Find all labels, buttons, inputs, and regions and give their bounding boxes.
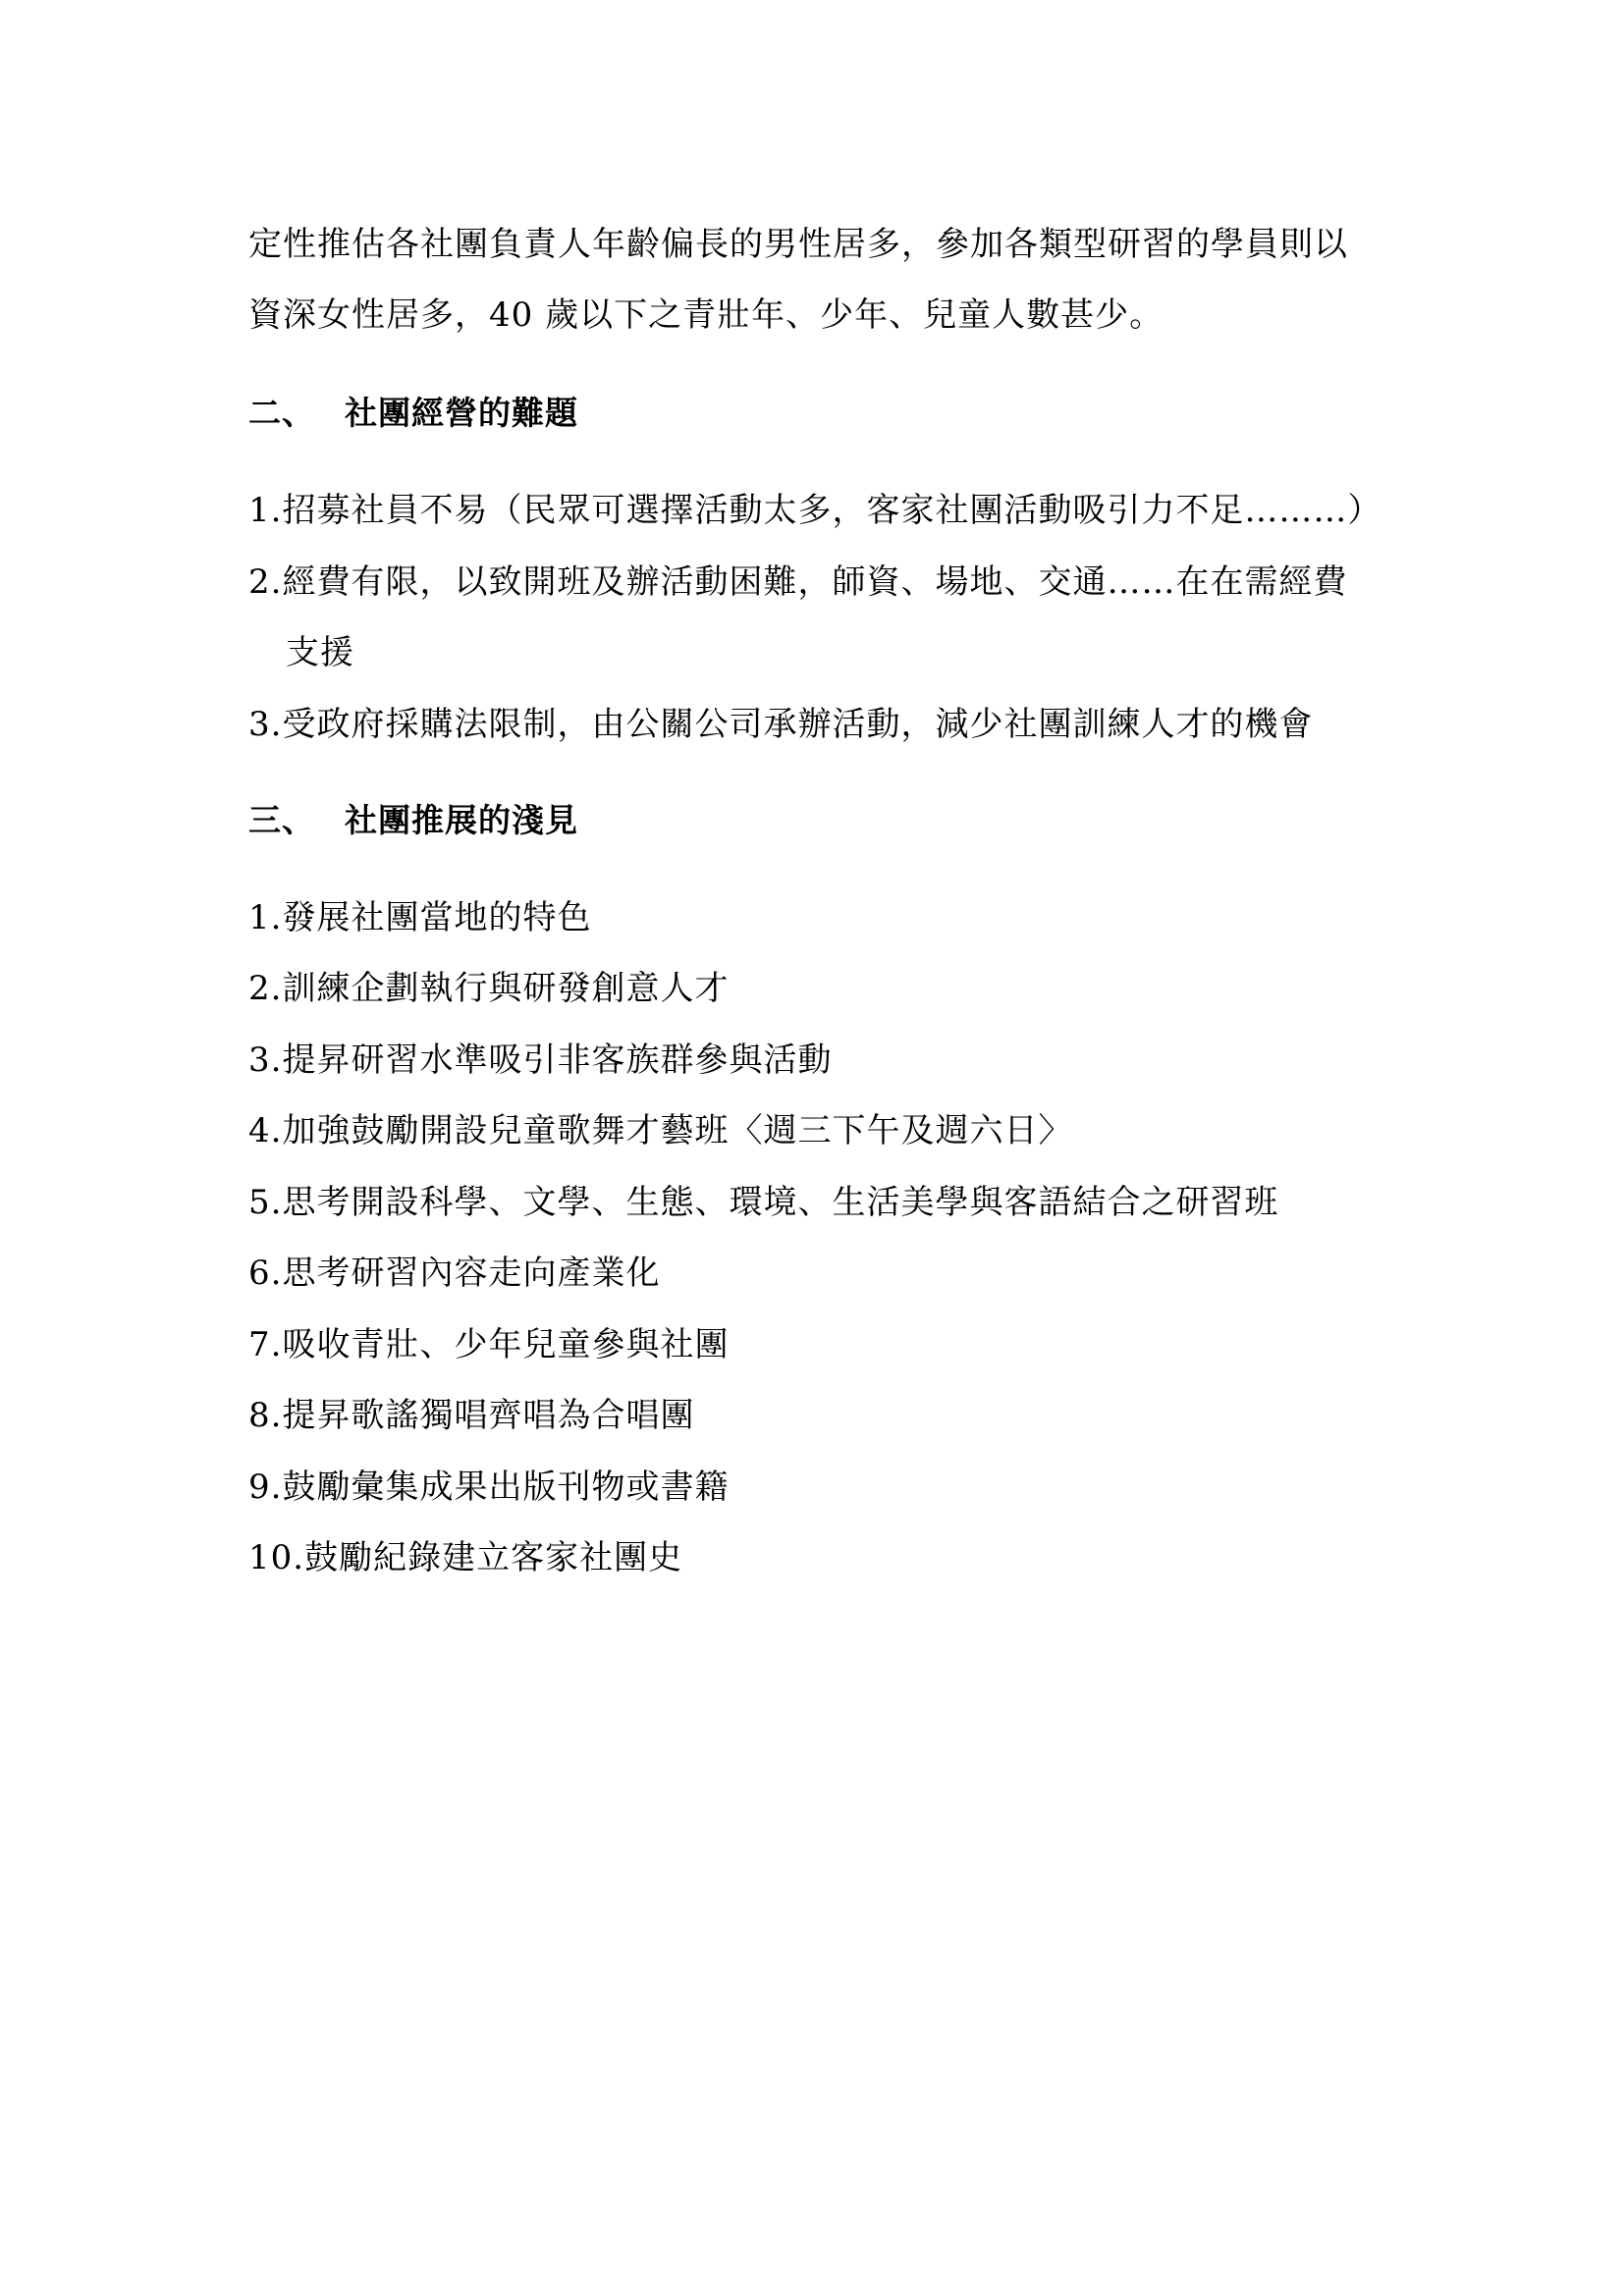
section-3-heading [248,801,578,840]
section-2-item-2: 2.經費有限，以致開班及辦活動困難，師資、場地、交通……在在需經費 [248,562,1348,602]
section-2-heading [248,394,578,433]
section-2-item-1: 1.招募社員不易（民眾可選擇活動太多，客家社團活動吸引力不足………） [248,491,1382,530]
section-2-item-2-continuation: 支援 [286,633,354,672]
section-3-item-9: 9.鼓勵彙集成果出版刊物或書籍 [248,1468,730,1507]
section-3-item-3: 3.提昇研習水準吸引非客族群參與活動 [248,1041,833,1080]
section-2-item-3: 3.受政府採購法限制，由公關公司承辦活動，減少社團訓練人才的機會 [248,705,1314,744]
section-3-item-10: 10.鼓勵紀錄建立客家社團史 [248,1538,683,1577]
section-2-title: 社團經營的難題 [345,394,578,432]
section-3-item-8: 8.提昇歌謠獨唱齊唱為合唱團 [248,1396,695,1435]
section-3-item-7: 7.吸收青壯、少年兒童參與社團 [248,1325,730,1364]
section-3-item-1: 1.發展社團當地的特色 [248,898,592,937]
section-3-item-5: 5.思考開設科學、文學、生態、環境、生活美學與客語結合之研習班 [248,1183,1279,1222]
section-3-title: 社團推展的淺見 [345,801,578,839]
section-3-item-2: 2.訓練企劃執行與研發創意人才 [248,969,730,1008]
section-2-number: 二、 [248,394,315,432]
section-3-number: 三、 [248,801,315,839]
intro-line-2: 資深女性居多，40 歲以下之青壯年、少年、兒童人數甚少。 [248,295,1164,335]
section-3-item-4: 4.加強鼓勵開設兒童歌舞才藝班〈週三下午及週六日〉 [248,1111,1073,1150]
section-3-item-6: 6.思考研習內容走向產業化 [248,1254,661,1293]
intro-line-1: 定性推估各社團負責人年齡偏長的男性居多，參加各類型研習的學員則以 [248,225,1348,264]
